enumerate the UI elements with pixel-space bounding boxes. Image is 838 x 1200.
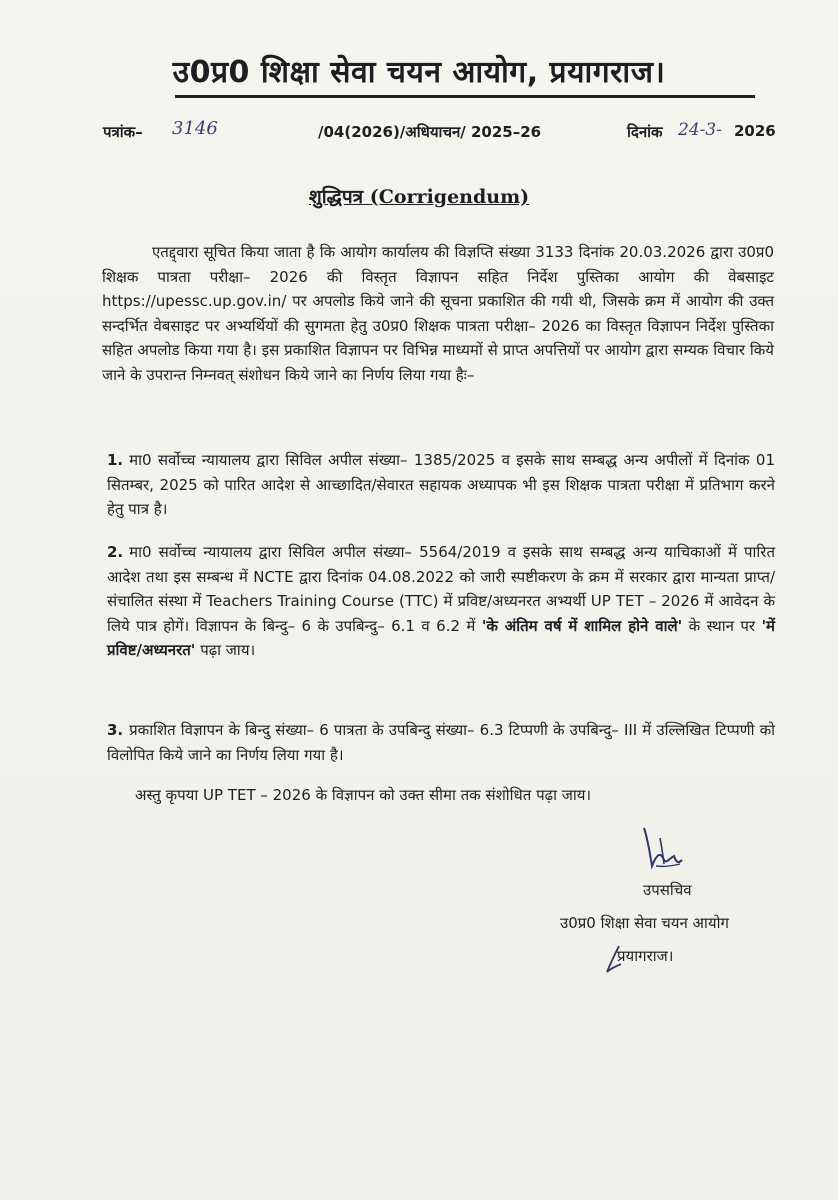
closing-line: अस्तु कृपया UP TET – 2026 के विज्ञापन को उक्त सीमा तक संशोधित पढ़ा जाय। xyxy=(135,786,592,804)
list-item xyxy=(107,448,775,522)
date-year: 2026 xyxy=(734,122,776,140)
subject-heading xyxy=(0,183,838,209)
signature-icon xyxy=(630,820,690,880)
item-number: 1. xyxy=(107,451,124,469)
item-text: प्रकाशित विज्ञापन के बिन्दु संख्या– 6 पात्रता के उपबिन्दु संख्या– 6.3 टिप्पणी के उपबिन्दु– III में उल्लिखित टिप्पणी को विलोपित किये जाने का निर्णय लिया गया है। xyxy=(107,721,775,764)
reference-number-handwritten: 3146 xyxy=(172,118,218,139)
item-number: 3. xyxy=(107,721,124,739)
subject-hindi: शुद्धिपत्र xyxy=(308,186,364,208)
item-number: 2. xyxy=(107,543,124,561)
reference-code: /04(2026)/अधियाचन/ 2025–26 xyxy=(318,123,542,141)
list-item xyxy=(107,718,775,767)
reference-label: पत्रांक– xyxy=(103,123,143,141)
date-handwritten: 24-3- xyxy=(678,120,722,140)
signatory-place: प्रयागराज। xyxy=(617,947,674,965)
item-text-end: पढ़ा जाय। xyxy=(200,641,256,659)
item-text: मा0 सर्वोच्च न्यायालय द्वारा सिविल अपील संख्या– 1385/2025 व इसके साथ सम्बद्ध अन्य अपीलों में दिनांक 01 सितम्बर, 2025 को पारित आदेश से आच्छादित/सेवारत सहायक अध्यापक भी इस शिक्षक पात्रता परीक्षा में प्रतिभाग करने हेतु पात्र है। xyxy=(107,451,775,518)
signatory-organisation: उ0प्र0 शिक्षा सेवा चयन आयोग xyxy=(560,914,729,932)
list-item xyxy=(107,540,775,663)
intro-paragraph: एतद्द्वारा सूचित किया जाता है कि आयोग कार्यालय की विज्ञप्ति संख्या 3133 दिनांक 20.03.2026 द्वारा उ0प्र0 शिक्षक पात्रता परीक्षा– 2026 की विस्तृत विज्ञापन सहित निर्देश पुस्तिका आयोग की वेबसाइट https://upessc.up.gov.in/ पर अपलोड किये जाने की सूचना प्रकाशित की गयी थी, जिसके क्रम में आयोग की उक्त सन्दर्भित वेबसाइट पर अभ्यर्थियों की सुगमता हेतु उ0प्र0 शिक्षक पात्रता परीक्षा– 2026 का विस्तृत विज्ञापन निर्देश पुस्तिका सहित अपलोड किया गया है। इस प्रकाशित विज्ञापन पर विभिन्न माध्यमों से प्राप्त अपत्तियों पर आयोग द्वारा सम्यक विचार किये जाने के उपरान्त निम्नवत् संशोधन किये जाने का निर्णय लिया गया हैः– xyxy=(102,243,774,384)
signatory-title: उपसचिव xyxy=(643,881,692,899)
item-text-continued: के स्थान पर xyxy=(688,616,756,635)
item-text: मा0 सर्वोच्च न्यायालय द्वारा सिविल अपील संख्या– 5564/2019 व इसके साथ सम्बद्ध अन्य याचिकाओं में पारित आदेश तथा इस सम्बन्ध में NCTE द्वारा दिनांक 04.08.2022 को जारी स्पष्टीकरण के क्रम में सरकार द्वारा मान्यता प्राप्त/संचालित संस्था में Teachers Training Course (TTC) में प्रविष्ट/अध्यनरत अभ्यर्थी UP TET – 2026 में आवेदन के लिये पात्र होगें। विज्ञापन के बिन्दु– 6 के उपबिन्दु– 6.1 व 6.2 में xyxy=(107,543,775,635)
page-title: उ0प्र0 शिक्षा सेवा चयन आयोग, प्रयागराज। xyxy=(172,55,666,90)
quoted-old-text: 'के अंतिम वर्ष में शामिल होने वाले' xyxy=(481,616,683,635)
date-label: दिनांक xyxy=(627,123,663,141)
title-underline xyxy=(175,95,755,98)
quoted-new-text: 'में प्रविष्ट/अध्यनरत' xyxy=(107,616,775,659)
subject-english: (Corrigendum) xyxy=(369,186,530,208)
